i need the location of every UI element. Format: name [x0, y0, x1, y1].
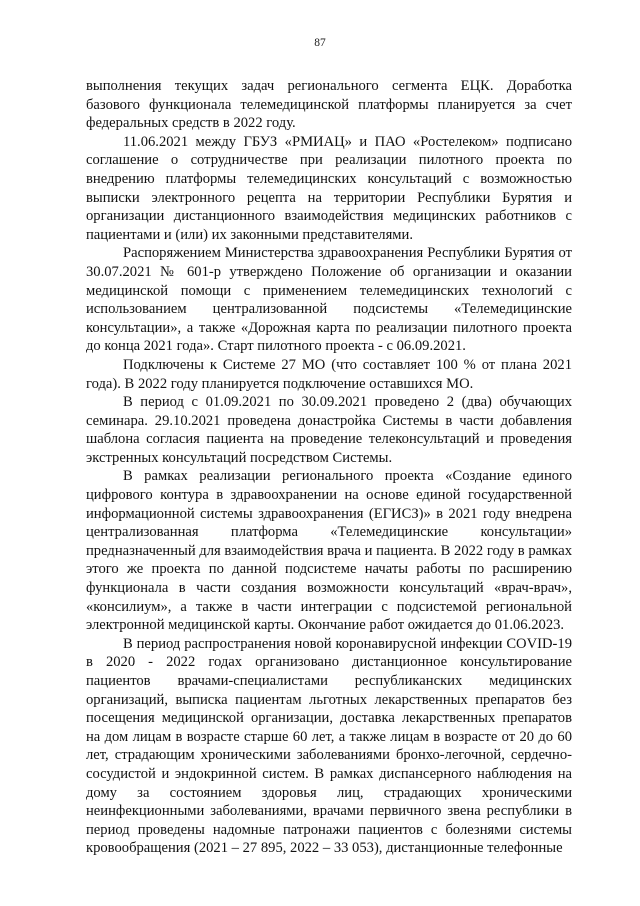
body-text [86, 77, 572, 858]
paragraph-connected: Подключены к Системе 27 МО (что составляет 100 % от плана 2021 года). В 2022 году планируется подключение оставшихся МО. [86, 356, 572, 392]
paragraph-regional-project: В рамках реализации регионального проекта «Создание единого цифрового контура в здравоохранении на основе единой государственной информационной системы здравоохранения (ЕГИСЗ)» в 2021 году внедрена централизованная платформа «Телемедицинские консультации» предназначенный для взаимодействия врача и пациента. В 2022 году в рамках этого же проекта по данной подсистеме начаты работы по расширению функционала в части создания возможности консультаций «врач-врач», «консилиум», а также в части интеграции с подсистемой региональной электронной медицинской карты. Окончание работ ожидается до 01.06.2023. [86, 468, 572, 634]
paragraph-seminars: В период с 01.09.2021 по 30.09.2021 проведено 2 (два) обучающих семинара. 29.10.2021 проведена донастройка Системы в части добавления шаблона согласия пациента на проведение телеконсультаций и проведения экстренных консультаций посредством Системы. [86, 394, 572, 466]
paragraph-covid: В период распространения новой коронавирусной инфекции COVID-19 в 2020 - 2022 годах организовано дистанционное консультирование пациентов врачами-специалистами республиканских медицинских организаций, выписка пациентам льготных лекарственных препаратов без посещения медицинской организации, доставка лекарственных препаратов на дом лицам в возрасте старше 60 лет, а также лицам в возрасте от 20 до 60 лет, страдающим хроническими заболеваниями бронхо-легочной, сердечно-сосудистой и эндокринной систем. В рамках диспансерного наблюдения на дому за состоянием здоровья лиц, страдающих хроническими неинфекционными заболеваниями, врачами первичного звена республики в период проведены надомные патронажи пациентов с болезнями системы кровообращения (2021 – 27 895, 2022 – 33 053), дистанционные телефонные [86, 635, 572, 857]
paragraph-agreement: 11.06.2021 между ГБУЗ «РМИАЦ» и ПАО «Ростелеком» подписано соглашение о сотрудничестве при реализации пилотного проекта по внедрению платформы телемедицинских консультаций с возможностью выписки электронного рецепта на территории Республики Бурятия и организации дистанционного взаимодействия медицинских работников с пациентами и (или) их законными представителями. [86, 133, 572, 243]
page-number: 87 [314, 37, 326, 49]
paragraph-order: Распоряжением Министерства здравоохранения Республики Бурятия от 30.07.2021 № 601-р утверждено Положение об организации и оказании медицинской помощи с применением телемедицинских технологий с использованием централизованной подсистемы «Телемедицинские консультации», а также «Дорожная карта по реализации пилотного проекта до конца 2021 года». Старт пилотного проекта - с 06.09.2021. [86, 245, 572, 355]
paragraph-continuation: выполнения текущих задач регионального сегмента ЕЦК. Доработка базового функционала телемедицинской платформы планируется за счет федеральных средств в 2022 году. [86, 78, 572, 132]
